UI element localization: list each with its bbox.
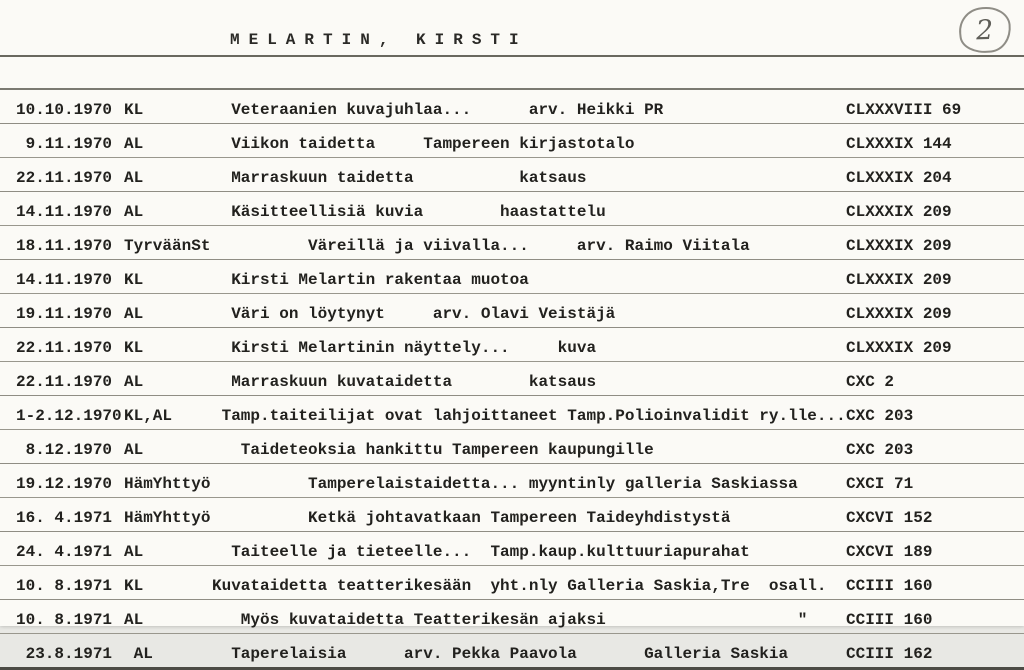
entry-date: 10. 8.1971 (16, 611, 113, 629)
entry-source: KL (124, 339, 144, 357)
entry-row (0, 124, 1024, 158)
entry-source: KL (124, 577, 144, 595)
entry-ref: CXC 203 (846, 441, 914, 459)
entry-ref: CXC 2 (846, 373, 895, 391)
entry-source: AL (124, 611, 144, 629)
entry-title: Veteraanien kuvajuhlaa... arv. Heikki PR (212, 101, 664, 119)
entry-title: Kirsti Melartinin näyttely... kuva (212, 339, 597, 357)
entry-row (0, 634, 1024, 670)
entry-row (0, 362, 1024, 396)
entry-ref: CLXXXIX 209 (846, 237, 952, 255)
entry-date: 14.11.1970 (16, 271, 113, 289)
entry-row (0, 90, 1024, 124)
entry-ref: CLXXXIX 204 (846, 169, 952, 187)
entry-date: 18.11.1970 (16, 237, 113, 255)
entry-title: Marraskuun kuvataidetta katsaus (212, 373, 597, 391)
entry-source: AL (124, 203, 144, 221)
entry-date: 22.11.1970 (16, 339, 113, 357)
entry-source: AL (124, 169, 144, 187)
entry-ref: CCIII 162 (846, 645, 933, 663)
entry-date: 16. 4.1971 (16, 509, 113, 527)
entry-source: HämYhttyö (124, 509, 211, 527)
entry-row (0, 532, 1024, 566)
page-title: MELARTIN, KIRSTI (230, 31, 528, 49)
entry-source: AL (124, 543, 144, 561)
entry-ref: CLXXXIX 209 (846, 203, 952, 221)
entry-title: Myös kuvataidetta Teatterikesän ajaksi " (212, 611, 808, 629)
entry-source: AL (124, 441, 144, 459)
entry-source: TyrväänSt (124, 237, 211, 255)
entry-title: Tamperelaistaidetta... myyntinly galleria Saskiassa (212, 475, 798, 493)
entry-title: Ketkä johtavatkaan Tampereen Taideyhdistystä (212, 509, 731, 527)
page-number: 2 (975, 14, 995, 46)
entry-row (0, 226, 1024, 260)
entry-title: Taideteoksia hankittu Tampereen kaupungille (212, 441, 654, 459)
entry-row (0, 498, 1024, 532)
entry-ref: CLXXXVIII 69 (846, 101, 962, 119)
entry-date: 1-2.12.1970 (16, 407, 122, 425)
entry-row (0, 328, 1024, 362)
entry-ref: CLXXXIX 209 (846, 305, 952, 323)
entry-date: 23.8.1971 (16, 645, 113, 663)
entry-list (0, 90, 1024, 670)
entry-row (0, 158, 1024, 192)
entry-ref: CXCVI 152 (846, 509, 933, 527)
entry-title: Väreillä ja viivalla... arv. Raimo Viitala (212, 237, 750, 255)
entry-date: 14.11.1970 (16, 203, 113, 221)
entry-source: KL,AL (124, 407, 173, 425)
entry-date: 19.11.1970 (16, 305, 113, 323)
entry-date: 22.11.1970 (16, 169, 113, 187)
entry-date: 22.11.1970 (16, 373, 113, 391)
entry-title: Taperelaisia arv. Pekka Paavola Galleria Saskia (212, 645, 789, 663)
entry-source: KL (124, 101, 144, 119)
entry-date: 19.12.1970 (16, 475, 113, 493)
entry-ref: CXCI 71 (846, 475, 914, 493)
entry-row (0, 600, 1024, 634)
entry-row (0, 396, 1024, 430)
entry-source: AL (124, 305, 144, 323)
entry-row (0, 430, 1024, 464)
entry-ref: CCIII 160 (846, 577, 933, 595)
entry-date: 10.10.1970 (16, 101, 113, 119)
entry-title: Viikon taidetta Tampereen kirjastotalo (212, 135, 635, 153)
entry-date: 24. 4.1971 (16, 543, 113, 561)
entry-source: AL (124, 135, 144, 153)
entry-source: AL (124, 645, 153, 663)
entry-title: Kirsti Melartin rakentaa muotoa (212, 271, 529, 289)
entry-row (0, 566, 1024, 600)
entry-ref: CXC 203 (846, 407, 914, 425)
entry-row (0, 464, 1024, 498)
title-underline-rule (0, 55, 1024, 57)
entry-title: Kuvataidetta teatterikesään yht.nly Galleria Saskia,Tre osall. (212, 577, 827, 595)
entry-title: Käsitteellisiä kuvia haastattelu (212, 203, 606, 221)
entry-date: 10. 8.1971 (16, 577, 113, 595)
entry-row (0, 192, 1024, 226)
entry-ref: CXCVI 189 (846, 543, 933, 561)
entry-source: HämYhttyö (124, 475, 211, 493)
entry-row (0, 294, 1024, 328)
entry-ref: CLXXXIX 209 (846, 339, 952, 357)
entry-ref: CCIII 160 (846, 611, 933, 629)
entry-title: Marraskuun taidetta katsaus (212, 169, 587, 187)
entry-date: 8.12.1970 (16, 441, 113, 459)
entry-source: AL (124, 373, 144, 391)
entry-title: Väri on löytynyt arv. Olavi Veistäjä (212, 305, 616, 323)
entry-ref: CLXXXIX 144 (846, 135, 952, 153)
page-number-badge (957, 4, 1014, 55)
entry-title: Taiteelle ja tieteelle... Tamp.kaup.kulttuuriapurahat (212, 543, 750, 561)
entry-source: KL (124, 271, 144, 289)
entry-ref: CLXXXIX 209 (846, 271, 952, 289)
entry-date: 9.11.1970 (16, 135, 113, 153)
entry-row (0, 260, 1024, 294)
entry-title: Tamp.taiteilijat ovat lahjoittaneet Tamp.Polioinvalidit ry.lle... (212, 407, 846, 425)
